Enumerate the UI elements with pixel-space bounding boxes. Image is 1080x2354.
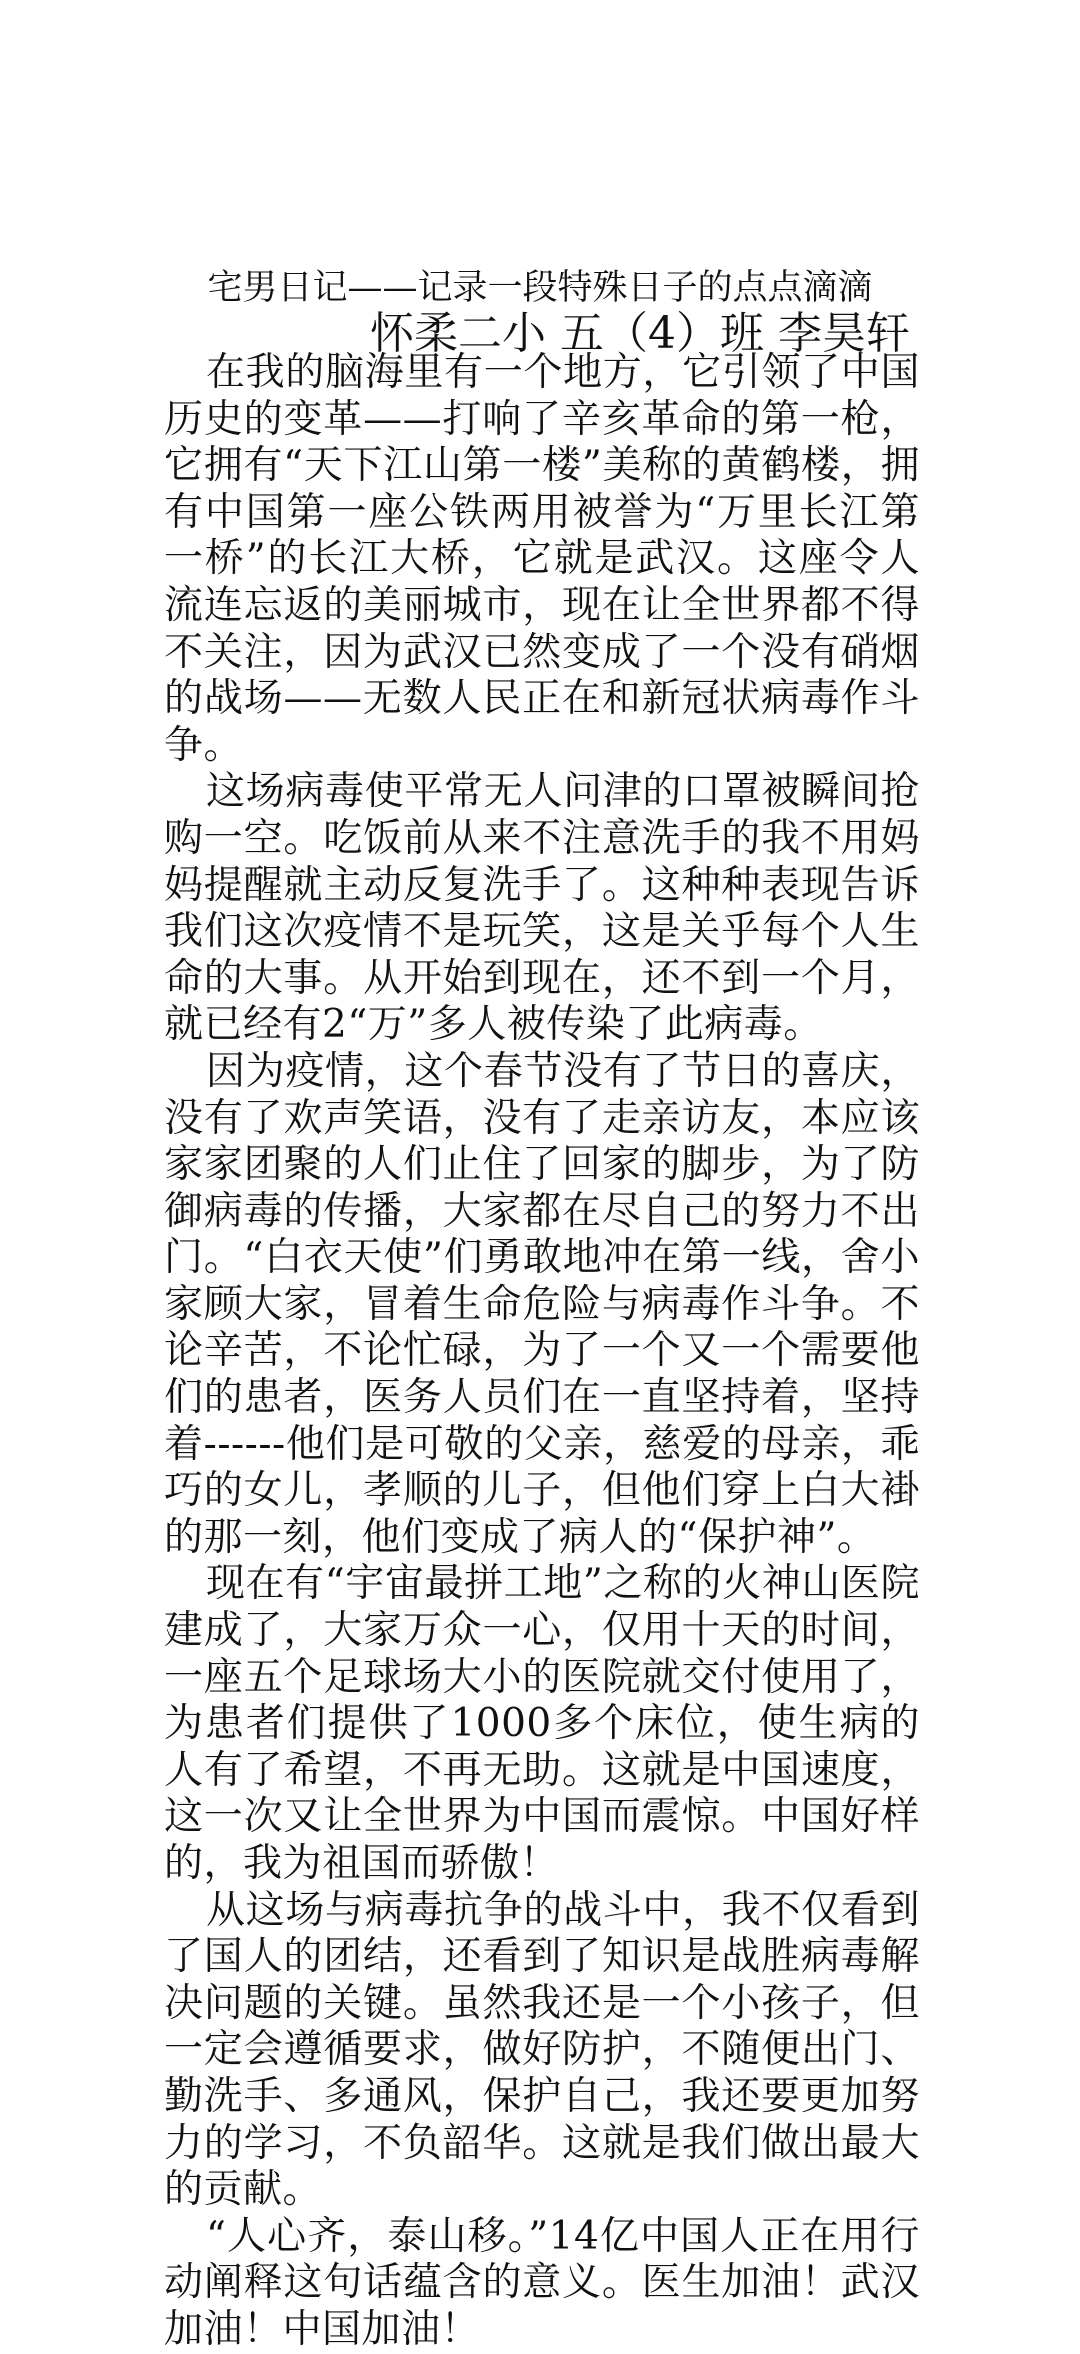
document-title: 宅男日记——记录一段特殊日子的点点滴滴 xyxy=(207,268,873,308)
author-byline: 怀柔二小 五（4）班 李昊轩 xyxy=(370,308,910,359)
paragraph-2: 这场病毒使平常无人问津的口罩被瞬间抢购一空。吃饭前从来不注意洗手的我不用妈妈提醒就主动反复洗手了。这种种表现告诉我们这次疫情不是玩笑，这是关乎每个人生命的大事。从开始到现在，还不到一个月，就已经有2“万”多人被传染了此病毒。 xyxy=(164,769,920,1048)
paragraph-4: 现在有“宇宙最拼工地”之称的火神山医院建成了，大家万众一心，仅用十天的时间，一座五个足球场大小的医院就交付使用了，为患者们提供了1000多个床位，使生病的人有了希望，不再无助。这就是中国速度，这一次又让全世界为中国而震惊。中国好样的，我为祖国而骄傲！ xyxy=(164,1561,920,1886)
paragraph-6: “人心齐，泰山移。”14亿中国人正在用行动阐释这句话蕴含的意义。医生加油！武汉加油！中国加油！ xyxy=(164,2213,920,2352)
paragraph-1: 在我的脑海里有一个地方，它引领了中国历史的变革——打响了辛亥革命的第一枪，它拥有“天下江山第一楼”美称的黄鹤楼，拥有中国第一座公铁两用被誉为“万里长江第一桥”的长江大桥，它就是武汉。这座令人流连忘返的美丽城市，现在让全世界都不得不关注，因为武汉已然变成了一个没有硝烟的战场——无数人民正在和新冠状病毒作斗争。 xyxy=(164,350,920,768)
paragraph-3: 因为疫情，这个春节没有了节日的喜庆，没有了欢声笑语，没有了走亲访友，本应该家家团聚的人们止住了回家的脚步，为了防御病毒的传播，大家都在尽自己的努力不出门。“白衣天使”们勇敢地冲在第一线，舍小家顾大家，冒着生命危险与病毒作斗争。不论辛苦，不论忙碌，为了一个又一个需要他们的患者，医务人员们在一直坚持着，坚持着------他们是可敬的父亲，慈爱的母亲，乖巧的女儿，孝顺的儿子，但他们穿上白大褂的那一刻，他们变成了病人的“保护神”。 xyxy=(164,1048,920,1560)
essay-body xyxy=(164,350,920,2354)
paragraph-5: 从这场与病毒抗争的战斗中，我不仅看到了国人的团结，还看到了知识是战胜病毒解决问题的关键。虽然我还是一个小孩子，但一定会遵循要求，做好防护，不随便出门、勤洗手、多通风，保护自己，我还要更加努力的学习，不负韶华。这就是我们做出最大的贡献。 xyxy=(164,1887,920,2213)
